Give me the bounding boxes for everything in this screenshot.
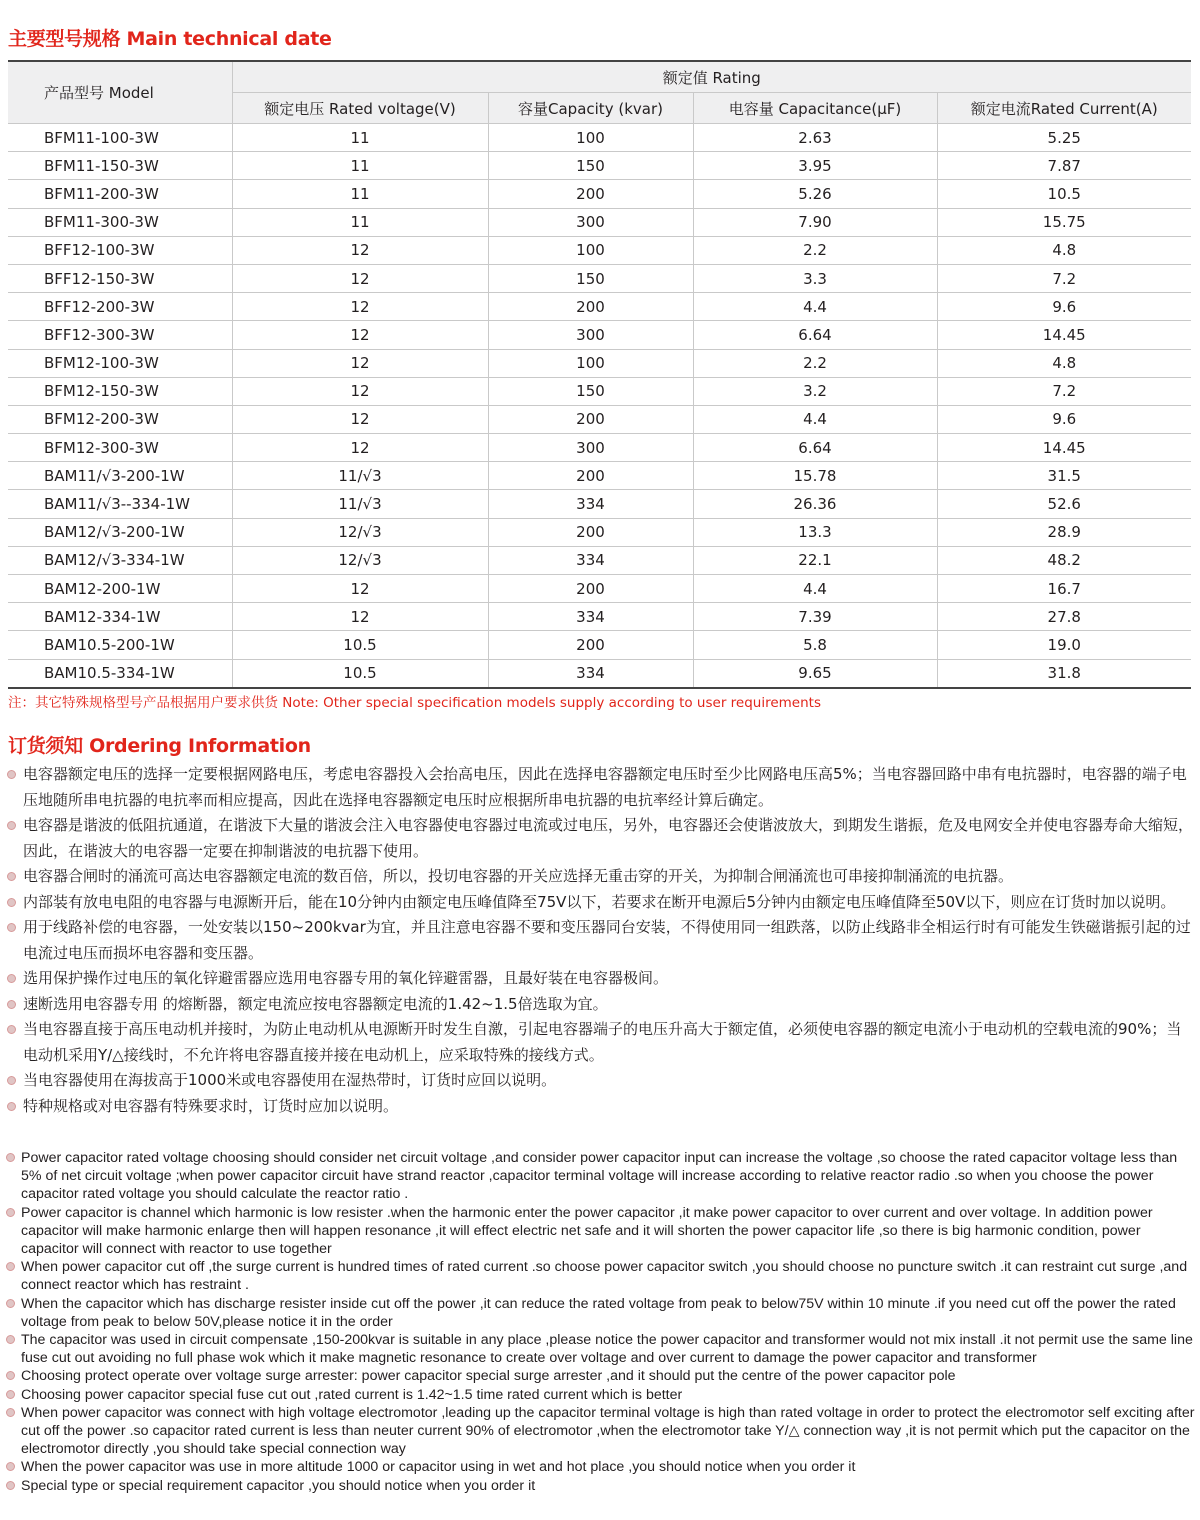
bullet-dot-icon: [6, 1390, 15, 1399]
model-cell: BFM12-200-3W: [8, 405, 232, 433]
rated-voltage-cell: 12: [232, 405, 488, 433]
table-row: [8, 124, 1191, 152]
capacity-cell: 150: [488, 377, 693, 405]
table-body: [8, 124, 1191, 688]
cn-list-item-text: 选用保护操作过电压的氧化锌避雷器应选用电容器专用的氧化锌避雷器，且最好装在电容器极间。: [23, 969, 669, 987]
model-column-header: 产品型号 Model: [8, 61, 232, 124]
bullet-dot-icon: [7, 872, 16, 881]
rated-current-cell: 9.6: [937, 405, 1191, 433]
model-cell: BFF12-300-3W: [8, 321, 232, 349]
model-cell: BFM11-100-3W: [8, 124, 232, 152]
table-row: [8, 236, 1191, 264]
rated-voltage-cell: 12: [232, 321, 488, 349]
capacity-cell: 200: [488, 575, 693, 603]
cn-list-item: [6, 813, 1194, 864]
model-cell: BAM12-200-1W: [8, 575, 232, 603]
bullet-dot-icon: [7, 923, 16, 932]
cn-list-item-text: 内部装有放电电阻的电容器与电源断开后，能在10分钟内由额定电压峰值降至75V以下，若要求在断开电源后5分钟内由额定电压峰值降至50V以下，则应在订货时加以说明。: [23, 892, 1176, 911]
model-cell: BAM11/√3-200-1W: [8, 462, 232, 490]
cn-list-item: [6, 966, 1194, 992]
cn-list-item-text: 当电容器使用在海拔高于1000米或电容器使用在湿热带时，订货时应回以说明。: [23, 1071, 557, 1089]
en-list-item: [6, 1367, 1198, 1385]
bullet-dot-icon: [7, 1076, 16, 1085]
rated-voltage-header: 额定电压 Rated voltage(V): [232, 93, 488, 124]
en-list-item: [6, 1404, 1198, 1459]
capacitance-cell: 5.8: [693, 631, 937, 659]
en-list-item: [6, 1149, 1198, 1204]
table-row: [8, 462, 1191, 490]
table-row: [8, 321, 1191, 349]
rated-voltage-cell: 12: [232, 293, 488, 321]
capacitance-header: 电容量 Capacitance(μF): [693, 93, 937, 124]
rated-current-cell: 48.2: [937, 546, 1191, 574]
capacitance-cell: 4.4: [693, 405, 937, 433]
capacity-cell: 300: [488, 208, 693, 236]
bullet-dot-icon: [6, 1371, 15, 1380]
rated-current-cell: 7.87: [937, 152, 1191, 180]
capacity-cell: 300: [488, 321, 693, 349]
model-cell: BAM12/√3-200-1W: [8, 518, 232, 546]
cn-list-item-text: 电容器合闸时的涌流可高达电容器额定电流的数百倍，所以，投切电容器的开关应选择无重击穿的开关，为抑制合闸涌流也可串接抑制涌流的电抗器。: [23, 867, 1014, 885]
model-cell: BFM12-300-3W: [8, 434, 232, 462]
rated-voltage-cell: 11/√3: [232, 490, 488, 518]
rated-voltage-cell: 11/√3: [232, 462, 488, 490]
table-row: [8, 152, 1191, 180]
capacity-header: 容量Capacity (kvar): [488, 93, 693, 124]
cn-list-item: [6, 1017, 1194, 1068]
cn-list-item: [6, 1094, 1194, 1120]
table-row: [8, 180, 1191, 208]
rated-current-cell: 14.45: [937, 321, 1191, 349]
capacitance-cell: 3.3: [693, 264, 937, 292]
cn-list-item-text: 特种规格或对电容器有特殊要求时，订货时应加以说明。: [23, 1096, 399, 1115]
rated-voltage-cell: 12: [232, 575, 488, 603]
cn-list-item: [6, 890, 1194, 916]
capacitance-cell: 22.1: [693, 546, 937, 574]
model-cell: BAM12-334-1W: [8, 603, 232, 631]
capacitance-cell: 6.64: [693, 434, 937, 462]
rated-current-cell: 16.7: [937, 575, 1191, 603]
bullet-dot-icon: [6, 1208, 15, 1217]
table-row: [8, 293, 1191, 321]
rated-current-cell: 4.8: [937, 236, 1191, 264]
capacity-cell: 100: [488, 124, 693, 152]
capacitance-cell: 15.78: [693, 462, 937, 490]
capacity-cell: 150: [488, 152, 693, 180]
rated-voltage-cell: 11: [232, 180, 488, 208]
rated-voltage-cell: 10.5: [232, 631, 488, 659]
rated-current-cell: 28.9: [937, 518, 1191, 546]
capacity-cell: 100: [488, 349, 693, 377]
capacitance-cell: 26.36: [693, 490, 937, 518]
rated-voltage-cell: 12/√3: [232, 546, 488, 574]
capacity-cell: 200: [488, 631, 693, 659]
ordering-information-title: 订货须知 Ordering Information: [8, 735, 311, 757]
en-list-item-text: When the capacitor which has discharge resister inside cut off the power ,it can reduce the rated voltage from peak to below75V within 10 minute .if you need cut off the power the rated voltage from peak to below 50V,please notice it in the order: [21, 1295, 1176, 1330]
cn-list-item-text: 速断选用电容器专用 的熔断器，额定电流应按电容器额定电流的1.42~1.5倍选取为宜。: [23, 994, 608, 1013]
main-technical-title: 主要型号规格 Main technical date: [8, 28, 332, 50]
rated-current-cell: 5.25: [937, 124, 1191, 152]
en-list-item-text: When power capacitor cut off ,the surge current is hundred times of rated current .so choose power capacitor switch ,you should choose no puncture switch .it can restraint cut surge ,and connect reactor which has restraint .: [21, 1259, 1188, 1294]
model-cell: BAM11/√3--334-1W: [8, 490, 232, 518]
rated-voltage-cell: 11: [232, 124, 488, 152]
rated-current-cell: 52.6: [937, 490, 1191, 518]
model-cell: BFF12-150-3W: [8, 264, 232, 292]
table-row: [8, 490, 1191, 518]
table-row: [8, 603, 1191, 631]
en-list-item-text: When the power capacitor was use in more altitude 1000 or capacitor using in wet and hot place ,you should notice when you order it: [21, 1459, 856, 1476]
capacitance-cell: 13.3: [693, 518, 937, 546]
table-header-row: [8, 61, 1191, 93]
rated-current-cell: 7.2: [937, 264, 1191, 292]
en-list-item: [6, 1258, 1198, 1294]
bullet-dot-icon: [6, 1462, 15, 1471]
capacity-cell: 334: [488, 659, 693, 688]
table-row: [8, 434, 1191, 462]
bullet-dot-icon: [7, 1000, 16, 1009]
bullet-dot-icon: [6, 1481, 15, 1490]
rated-voltage-cell: 12: [232, 603, 488, 631]
cn-list-item: [6, 762, 1194, 813]
model-cell: BAM10.5-200-1W: [8, 631, 232, 659]
capacitance-cell: 7.39: [693, 603, 937, 631]
bullet-dot-icon: [7, 974, 16, 983]
rated-voltage-cell: 12: [232, 264, 488, 292]
bullet-dot-icon: [6, 1153, 15, 1162]
ordering-info-english-list: [6, 1149, 1198, 1495]
rated-current-cell: 10.5: [937, 180, 1191, 208]
rated-voltage-cell: 12: [232, 377, 488, 405]
capacitance-cell: 2.63: [693, 124, 937, 152]
bullet-dot-icon: [6, 1408, 15, 1417]
table-note: 注：其它特殊规格型号产品根据用户要求供货 Note: Other special specification models supply according to user requirements: [8, 695, 821, 711]
rated-voltage-cell: 12: [232, 349, 488, 377]
rated-current-header: 额定电流Rated Current(A): [937, 93, 1191, 124]
rated-current-cell: 15.75: [937, 208, 1191, 236]
model-cell: BFM11-150-3W: [8, 152, 232, 180]
bullet-dot-icon: [6, 1299, 15, 1308]
capacity-cell: 334: [488, 546, 693, 574]
en-list-item: [6, 1477, 1198, 1495]
bullet-dot-icon: [7, 1102, 16, 1111]
en-list-item-text: Choosing protect operate over voltage surge arrester: power capacitor special surge arrester ,and it should put the centre of the power capacitor pole: [21, 1368, 956, 1385]
bullet-dot-icon: [7, 821, 16, 830]
capacity-cell: 200: [488, 405, 693, 433]
en-list-item: [6, 1386, 1198, 1404]
table-row: [8, 349, 1191, 377]
capacitance-cell: 4.4: [693, 293, 937, 321]
en-list-item-text: The capacitor was used in circuit compensate ,150-200kvar is suitable in any place ,please notice the power capacitor and transformer would not mix install .it not permit use the same line fuse cut out avoiding no full phase wok which it make magnetic resonance to create over voltage and over current to damage the power capacitor and transformer: [21, 1332, 1193, 1367]
cn-list-item-text: 电容器是谐波的低阻抗通道，在谐波下大量的谐波会注入电容器使电容器过电流或过电压，另外，电容器还会使谐波放大，到期发生谐振，危及电网安全并使电容器寿命大缩短，因此，在谐波大的电容器一定要在抑制谐波的电抗器下使用。: [23, 816, 1194, 860]
table-row: [8, 208, 1191, 236]
capacitance-cell: 9.65: [693, 659, 937, 688]
cn-list-item-text: 当电容器直接于高压电动机并接时，为防止电动机从电源断开时发生自激，引起电容器端子的电压升高大于额定值，必须使电容器的额定电流小于电动机的空载电流的90%；当电动机采用Y/△接线时，不允许将电容器直接并接在电动机上，应采取特殊的接线方式。: [23, 1020, 1182, 1064]
rated-voltage-cell: 10.5: [232, 659, 488, 688]
en-list-item: [6, 1331, 1198, 1367]
cn-list-item: [6, 915, 1194, 966]
capacitance-cell: 7.90: [693, 208, 937, 236]
capacity-cell: 200: [488, 180, 693, 208]
en-list-item-text: Special type or special requirement capacitor ,you should notice when you order it: [21, 1477, 536, 1494]
rated-voltage-cell: 11: [232, 208, 488, 236]
rated-voltage-cell: 12: [232, 434, 488, 462]
en-list-item-text: Choosing power capacitor special fuse cut out ,rated current is 1.42~1.5 time rated current which is better: [21, 1386, 683, 1403]
rated-current-cell: 4.8: [937, 349, 1191, 377]
capacitance-cell: 3.95: [693, 152, 937, 180]
model-cell: BFM12-100-3W: [8, 349, 232, 377]
table-row: [8, 575, 1191, 603]
rated-current-cell: 14.45: [937, 434, 1191, 462]
rated-current-cell: 9.6: [937, 293, 1191, 321]
rating-group-header: 额定值 Rating: [232, 61, 1191, 93]
capacity-cell: 334: [488, 603, 693, 631]
bullet-dot-icon: [6, 1335, 15, 1344]
cn-list-item-text: 用于线路补偿的电容器，一处安装以150~200kvar为宜，并且注意电容器不要和变压器同台安装，不得使用同一组跌落，以防止线路非全相运行时有可能发生铁磁谐振引起的过电流过电压而损坏电容器和变压器。: [23, 918, 1191, 962]
bullet-dot-icon: [6, 1262, 15, 1271]
rated-current-cell: 7.2: [937, 377, 1191, 405]
capacity-cell: 200: [488, 293, 693, 321]
table-row: [8, 405, 1191, 433]
rated-current-cell: 31.8: [937, 659, 1191, 688]
rated-current-cell: 27.8: [937, 603, 1191, 631]
en-list-item: [6, 1204, 1198, 1259]
en-list-item-text: Power capacitor is channel which harmonic is low resister .when the harmonic enter the power capacitor ,it make power capacitor to over current and over voltage. In addition power capacitor will make harmonic enlarge then will happen resonance ,it will effect electric net safe and it will shorten the power capacitor life ,so there is big harmonic condition, power capacitor will connect with reactor to use together: [21, 1204, 1153, 1258]
rated-voltage-cell: 12/√3: [232, 518, 488, 546]
bullet-dot-icon: [7, 898, 16, 907]
capacity-cell: 150: [488, 264, 693, 292]
capacity-cell: 200: [488, 518, 693, 546]
bullet-dot-icon: [7, 1025, 16, 1034]
model-cell: BAM10.5-334-1W: [8, 659, 232, 688]
rated-current-cell: 31.5: [937, 462, 1191, 490]
capacity-cell: 200: [488, 462, 693, 490]
table-row: [8, 518, 1191, 546]
cn-list-item-text: 电容器额定电压的选择一定要根据网路电压，考虑电容器投入会抬高电压，因此在选择电容器额定电压时至少比网路电压高5%；当电容器回路中串有电抗器时，电容器的端子电压地随所串电抗器的电抗率而相应提高，因此在选择电容器额定电压时应根据所串电抗器的电抗率经计算后确定。: [23, 765, 1187, 809]
en-list-item: [6, 1458, 1198, 1476]
table-row: [8, 264, 1191, 292]
cn-list-item: [6, 992, 1194, 1018]
capacity-cell: 300: [488, 434, 693, 462]
capacity-cell: 100: [488, 236, 693, 264]
en-list-item-text: Power capacitor rated voltage choosing should consider net circuit voltage ,and consider power capacitor input can increase the voltage ,so choose the rated capacitor voltage less than 5% of net circuit voltage ;when power capacitor circuit have strand reactor ,capacitor terminal voltage will increase according to relative reactor radio .so when you choose the power capacitor rated voltage you should calculate the reactor ratio .: [21, 1150, 1178, 1203]
bullet-dot-icon: [7, 770, 16, 779]
table-row: [8, 659, 1191, 688]
rated-voltage-cell: 12: [232, 236, 488, 264]
capacitance-cell: 5.26: [693, 180, 937, 208]
capacitance-cell: 4.4: [693, 575, 937, 603]
model-cell: BFM11-200-3W: [8, 180, 232, 208]
table-row: [8, 377, 1191, 405]
table-row: [8, 546, 1191, 574]
model-cell: BFF12-100-3W: [8, 236, 232, 264]
model-cell: BFF12-200-3W: [8, 293, 232, 321]
cn-list-item: [6, 864, 1194, 890]
capacitance-cell: 2.2: [693, 349, 937, 377]
cn-list-item: [6, 1068, 1194, 1094]
capacitance-cell: 2.2: [693, 236, 937, 264]
technical-spec-table: [8, 60, 1191, 689]
en-list-item: [6, 1295, 1198, 1331]
ordering-info-chinese-list: [6, 762, 1194, 1119]
capacity-cell: 334: [488, 490, 693, 518]
rated-voltage-cell: 11: [232, 152, 488, 180]
model-cell: BFM12-150-3W: [8, 377, 232, 405]
capacitance-cell: 6.64: [693, 321, 937, 349]
model-cell: BAM12/√3-334-1W: [8, 546, 232, 574]
en-list-item-text: When power capacitor was connect with high voltage electromotor ,leading up the capacitor terminal voltage is high than rated voltage in order to protect the electromotor self exciting after cut off the power .so capacitor rated current is less than neuter current 90% of electromotor ,when the electromotor take Y/△ connection way ,it is not permit which put the capacitor on the electromotor directly ,you should take special connection way: [21, 1404, 1195, 1458]
rated-current-cell: 19.0: [937, 631, 1191, 659]
model-cell: BFM11-300-3W: [8, 208, 232, 236]
capacitance-cell: 3.2: [693, 377, 937, 405]
table-row: [8, 631, 1191, 659]
